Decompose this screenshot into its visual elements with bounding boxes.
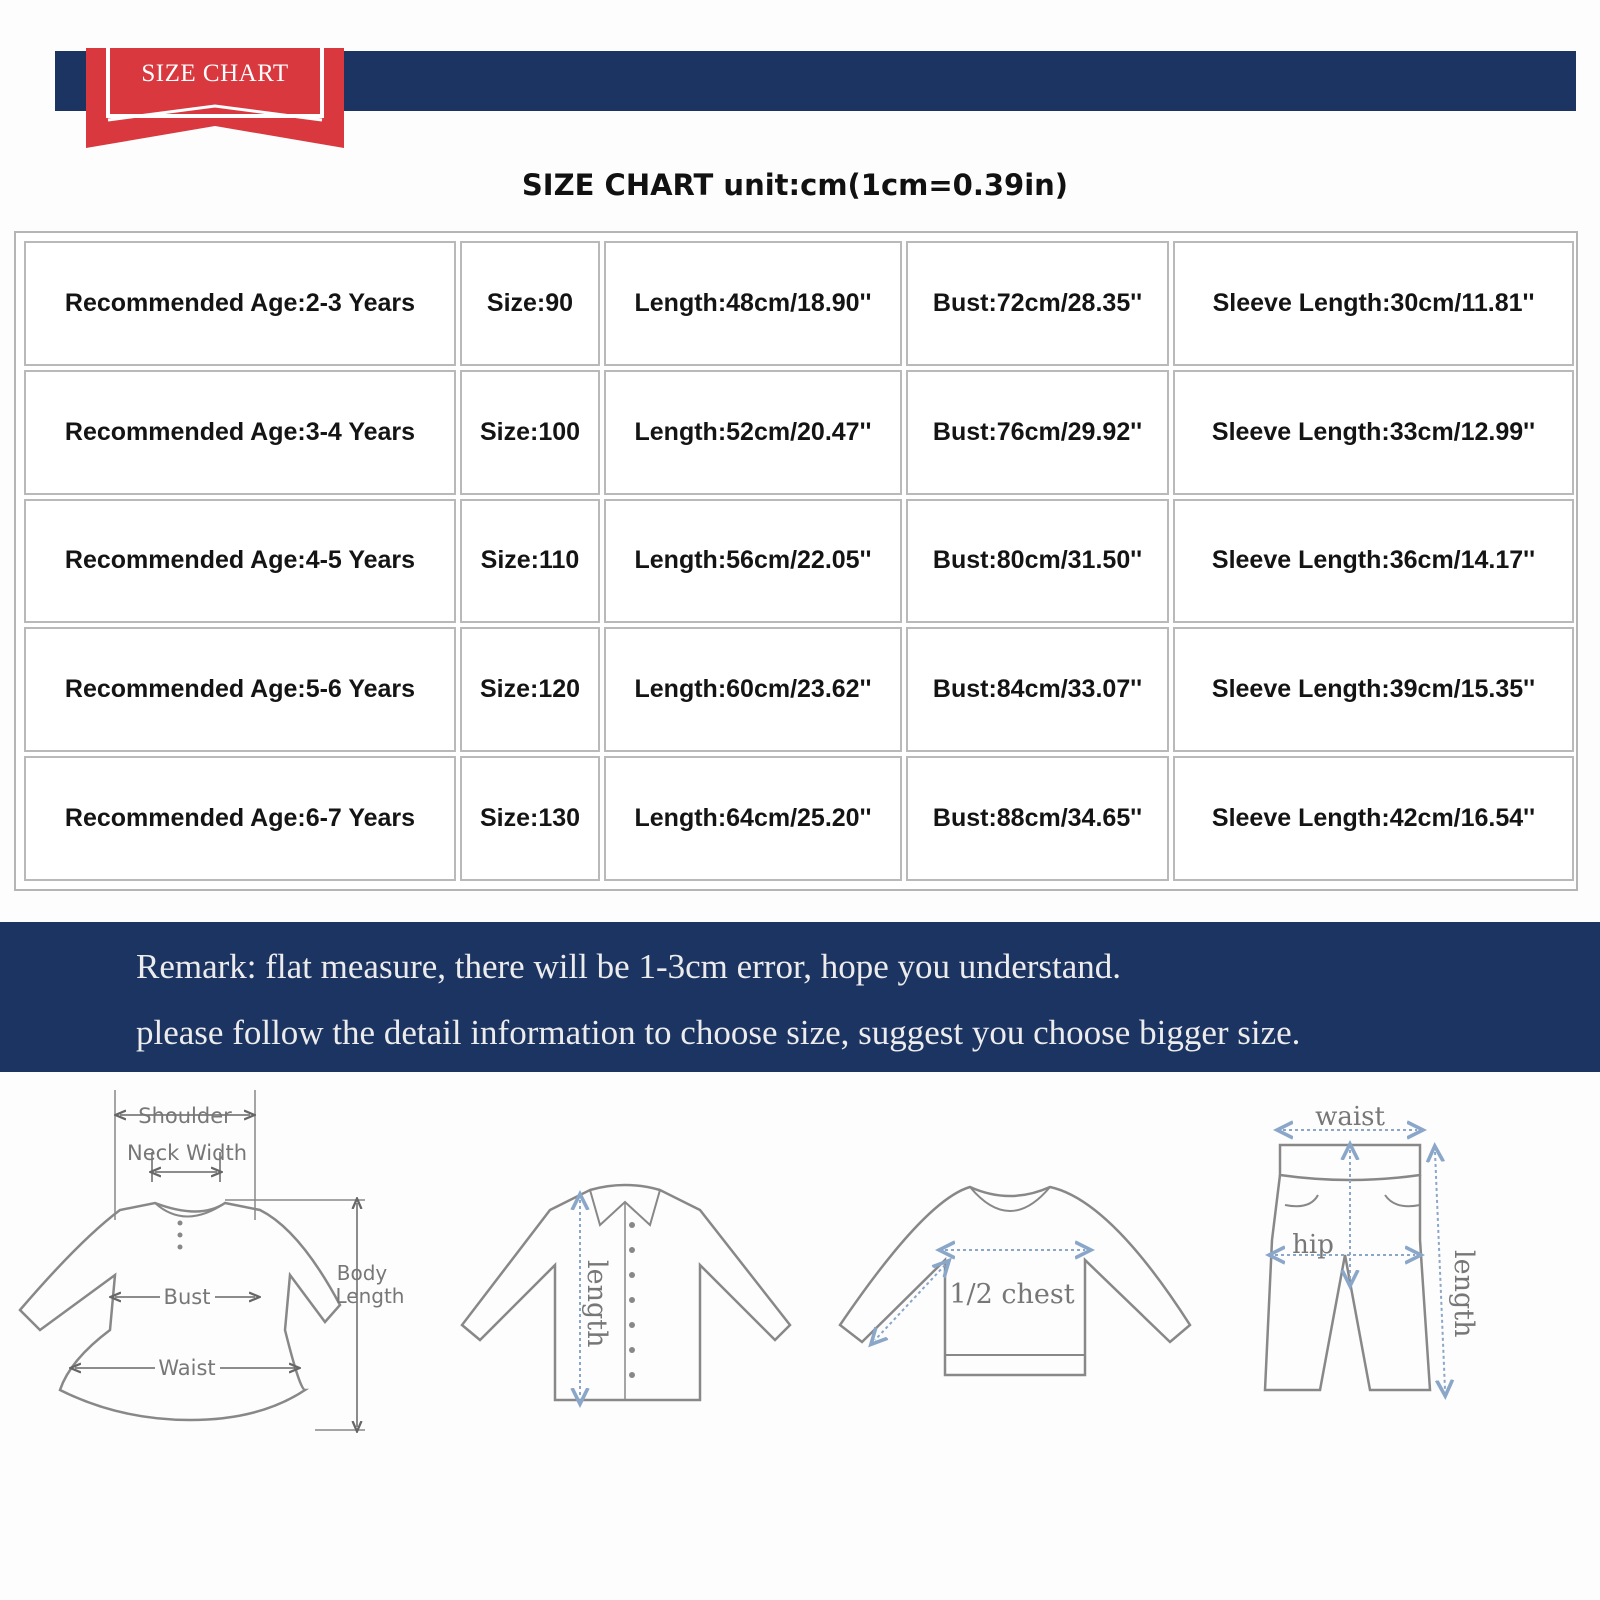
measurement-diagrams [0,1090,1600,1490]
table-row [24,241,1574,366]
sleeve-length-cell: Sleeve Length:36cm/14.17'' [1173,499,1574,624]
age-cell: Recommended Age:3-4 Years [24,370,456,495]
size-cell: Size:100 [460,370,600,495]
banner-label: SIZE CHART [141,60,289,87]
chart-title: SIZE CHART unit:cm(1cm=0.39in) [521,168,1069,202]
sleeve-length-cell: Sleeve Length:30cm/11.81'' [1173,241,1574,366]
shirt-length-label: length [581,1260,612,1348]
dress-neck-width-label: Neck Width [126,1141,248,1165]
size-cell: Size:130 [460,756,600,881]
dress-waist-label: Waist [158,1356,216,1380]
length-cell: Length:52cm/20.47'' [604,370,902,495]
bust-cell: Bust:88cm/34.65'' [906,756,1169,881]
pants-hip-label: hip [1292,1230,1334,1260]
age-cell: Recommended Age:5-6 Years [24,627,456,752]
remark-line-1: Remark: flat measure, there will be 1-3cm error, hope you understand. [136,947,1122,986]
length-cell: Length:60cm/23.62'' [604,627,902,752]
size-cell: Size:90 [460,241,600,366]
length-cell: Length:48cm/18.90'' [604,241,902,366]
sweater-chest-label: 1/2 chest [949,1279,1075,1310]
sleeve-length-cell: Sleeve Length:39cm/15.35'' [1173,627,1574,752]
bust-cell: Bust:84cm/33.07'' [906,627,1169,752]
size-table [14,231,1578,891]
pants-length-label: length [1448,1250,1479,1338]
table-row [24,756,1574,881]
size-cell: Size:110 [460,499,600,624]
age-cell: Recommended Age:2-3 Years [24,241,456,366]
table-row [24,627,1574,752]
table-row [24,499,1574,624]
shirt-icon [462,1185,790,1400]
sleeve-length-cell: Sleeve Length:33cm/12.99'' [1173,370,1574,495]
age-cell: Recommended Age:6-7 Years [24,756,456,881]
dress-body-label: Body [336,1261,388,1285]
bust-cell: Bust:80cm/31.50'' [906,499,1169,624]
length-cell: Length:56cm/22.05'' [604,499,902,624]
dress-shoulder-label: Shoulder [138,1104,232,1128]
size-cell: Size:120 [460,627,600,752]
remark-line-2: please follow the detail information to choose size, suggest you choose bigger size. [136,1013,1301,1052]
length-cell: Length:64cm/25.20'' [604,756,902,881]
pants-waist-label: waist [1315,1102,1385,1132]
bust-cell: Bust:76cm/29.92'' [906,370,1169,495]
sleeve-length-cell: Sleeve Length:42cm/16.54'' [1173,756,1574,881]
pants-icon [1265,1130,1445,1390]
dress-bust-label: Bust [163,1285,211,1309]
table-row [24,370,1574,495]
age-cell: Recommended Age:4-5 Years [24,499,456,624]
bust-cell: Bust:72cm/28.35'' [906,241,1169,366]
size-table-grid [20,237,1578,885]
dress-length-label: Length [335,1284,405,1308]
